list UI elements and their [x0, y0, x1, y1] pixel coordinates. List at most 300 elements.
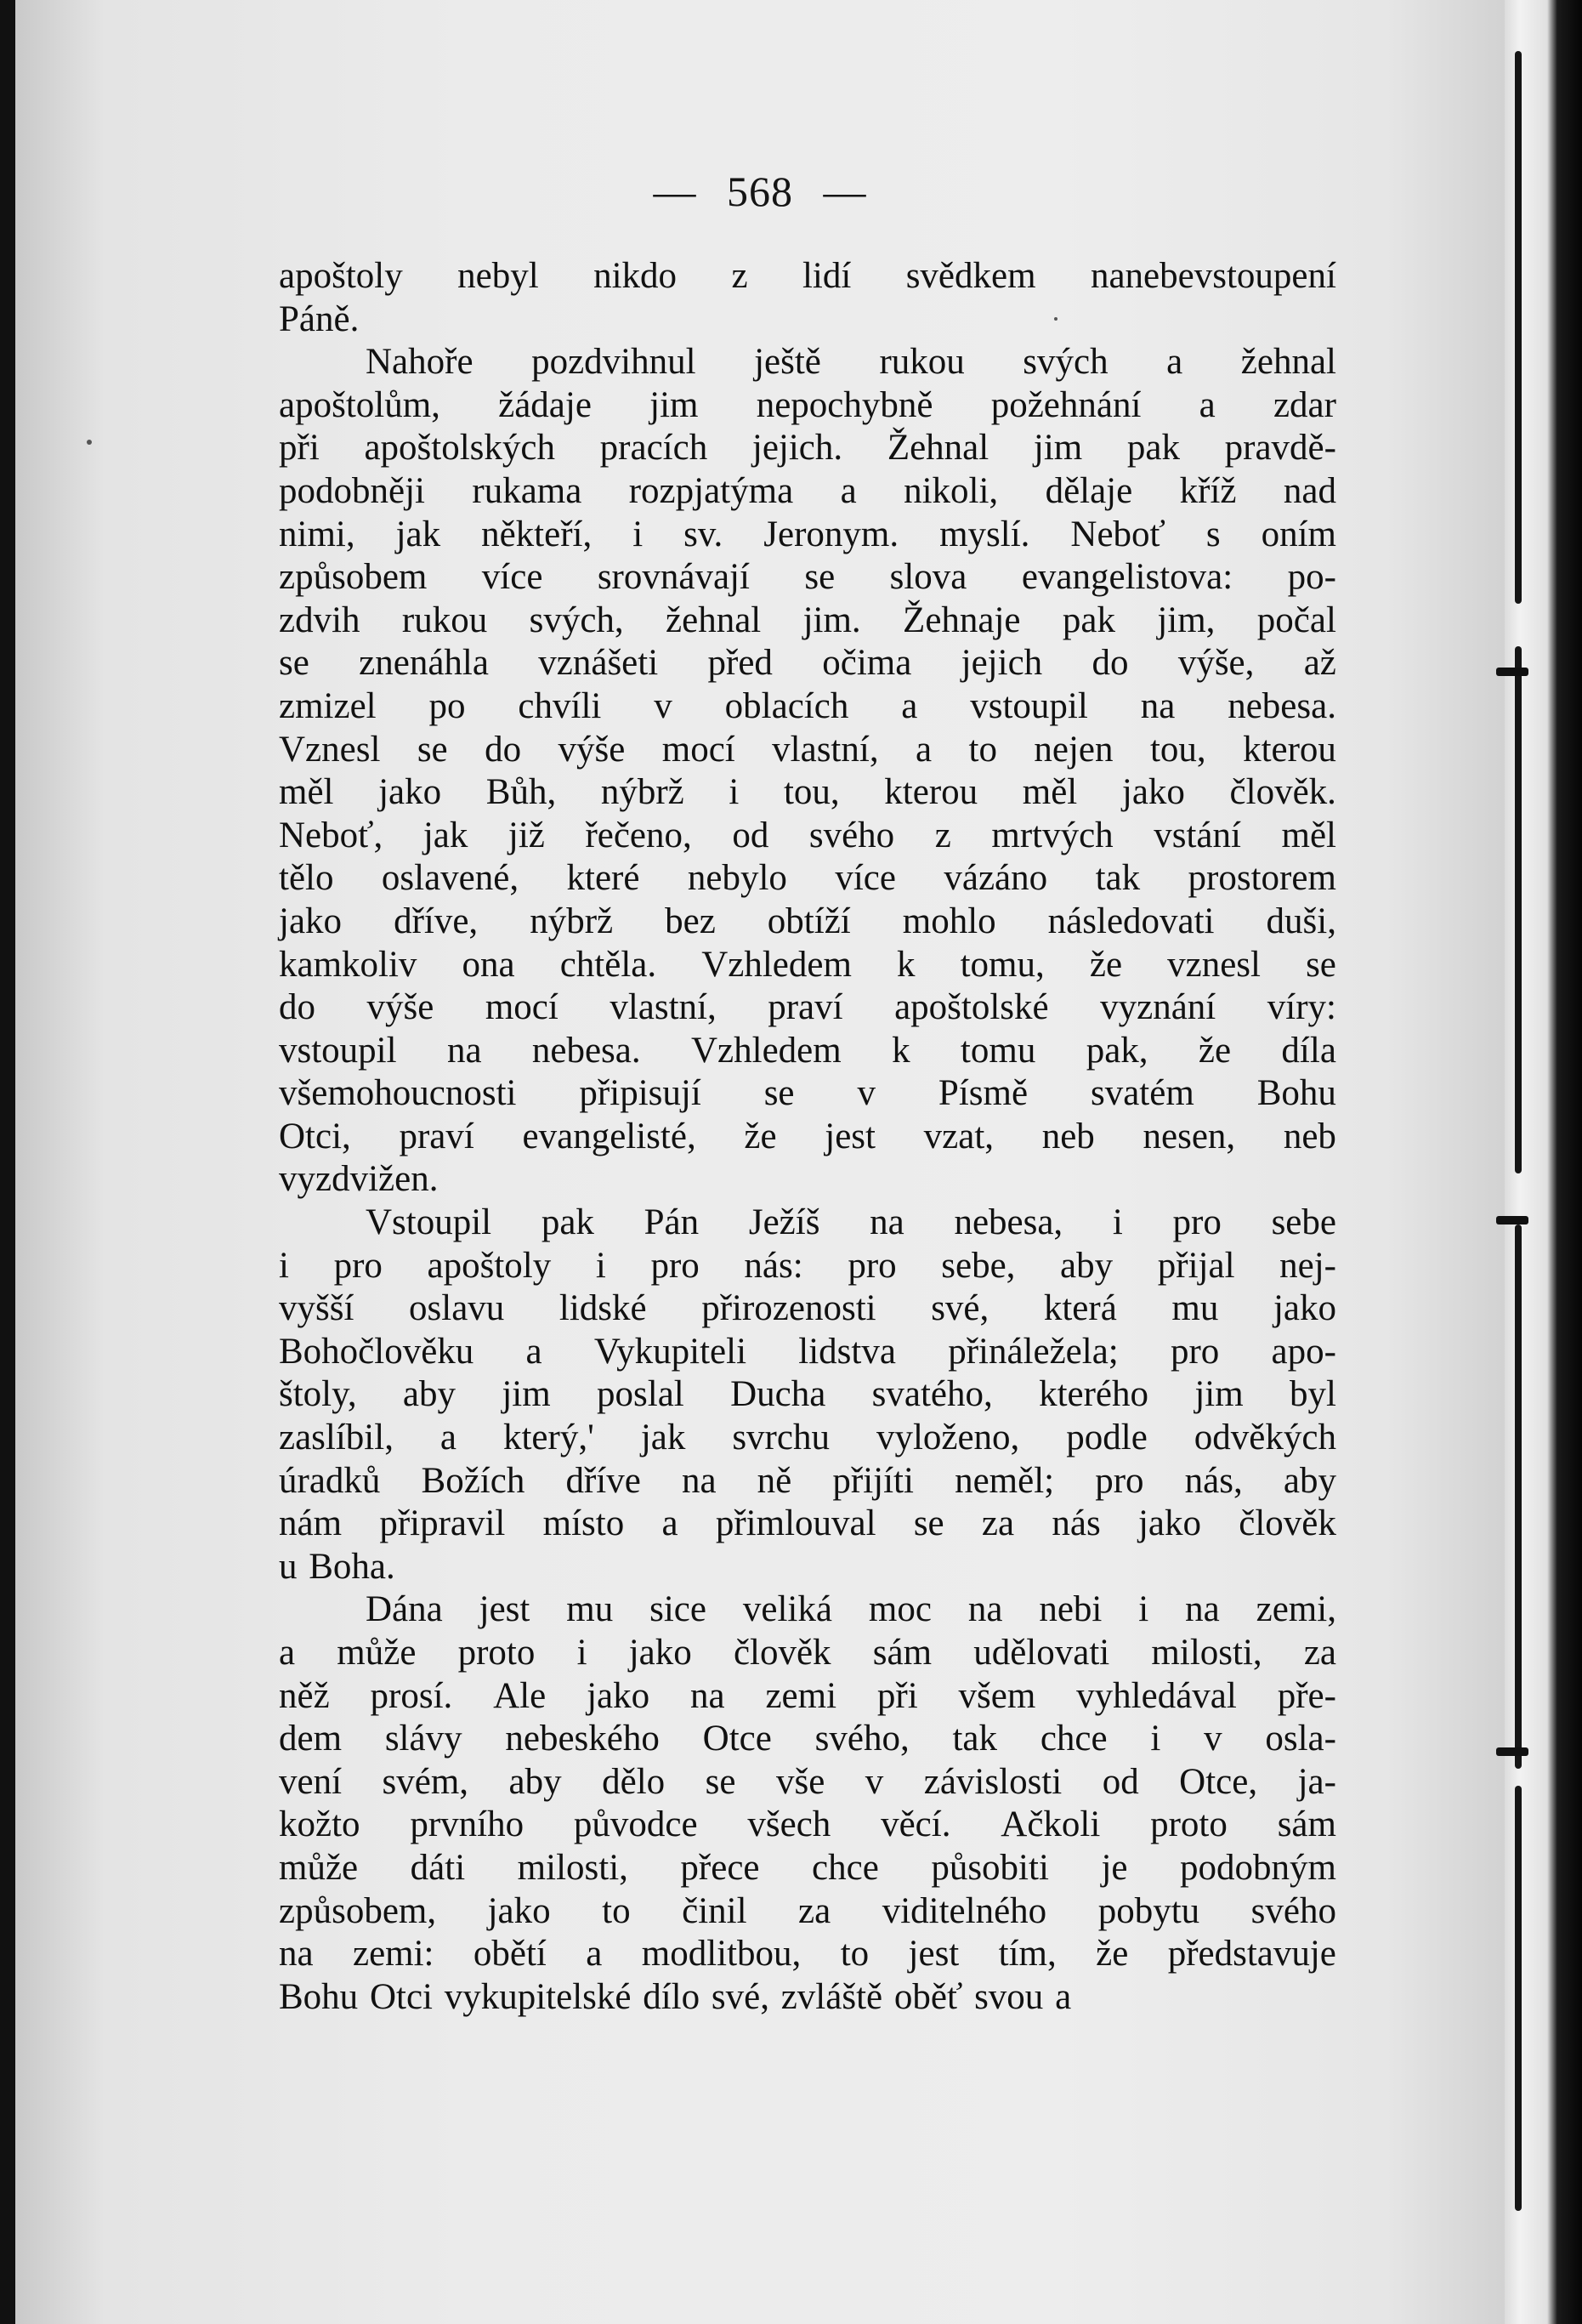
word: nebesa, — [954, 1202, 1063, 1243]
word: způsobem, — [279, 1890, 437, 1931]
word: svém, — [382, 1761, 469, 1802]
word: praví — [768, 987, 843, 1028]
word: lidí — [802, 256, 852, 296]
word: ještě — [754, 342, 821, 383]
binding-thread — [1515, 1225, 1522, 1769]
word: mrtvých — [991, 815, 1114, 855]
word: jim. — [802, 599, 861, 640]
word: Vzhledem — [691, 1030, 842, 1071]
word: chtěla. — [559, 944, 657, 985]
word: všemohoucnosti — [279, 1073, 517, 1114]
word: vznášeti — [538, 643, 659, 684]
word: Vzhledem — [701, 944, 852, 985]
word: ně — [757, 1460, 792, 1501]
word: jest — [825, 1116, 876, 1156]
word: vyšší — [279, 1288, 354, 1329]
word: jim — [649, 384, 699, 425]
word: svých — [1023, 342, 1109, 383]
word: a — [916, 729, 933, 770]
word: a — [1166, 342, 1183, 383]
text-line — [279, 255, 1336, 298]
word: tak — [1095, 858, 1141, 899]
word: jako — [587, 1675, 650, 1716]
word: jak — [422, 815, 468, 855]
word: mu — [1171, 1288, 1219, 1329]
word: i — [1112, 1202, 1123, 1243]
word: nesen, — [1143, 1116, 1236, 1156]
word: od — [732, 815, 769, 855]
word: apo- — [1271, 1331, 1336, 1372]
word: Jeronym. — [763, 514, 899, 554]
text-line — [279, 642, 1336, 685]
page-number: 568 — [727, 168, 793, 215]
text-line — [279, 857, 1336, 901]
word: tou, — [1149, 729, 1206, 770]
word: za — [798, 1890, 831, 1931]
word: znenáhla — [359, 643, 489, 684]
word: někteří, — [481, 514, 593, 554]
word: na — [967, 1589, 1003, 1630]
word: po- — [1287, 557, 1336, 598]
word: mocí — [485, 987, 559, 1028]
word: přijíti — [832, 1460, 914, 1501]
word: činil — [682, 1890, 747, 1931]
word: rozpjatýma — [628, 470, 794, 511]
binding-stitch — [1496, 1747, 1528, 1756]
word: podle — [1066, 1418, 1148, 1458]
word: něž — [279, 1675, 330, 1716]
word: Otci — [369, 1976, 433, 2017]
word: se — [1306, 944, 1336, 985]
word: apoštolské — [894, 987, 1049, 1028]
word: vznesl — [1167, 944, 1261, 985]
word: aby — [508, 1761, 562, 1802]
word: nás: — [744, 1245, 803, 1286]
word: tím, — [998, 1934, 1057, 1975]
word: nad — [1283, 470, 1336, 511]
word: připisují — [579, 1073, 701, 1114]
word: vlastní, — [610, 987, 717, 1028]
word: nebi — [1039, 1589, 1103, 1630]
scan-speck — [1054, 317, 1058, 321]
word: a — [901, 685, 918, 726]
word: dříve, — [394, 901, 479, 941]
word: a — [661, 1503, 678, 1544]
word: a — [525, 1331, 542, 1372]
word: jejich. — [751, 428, 843, 469]
word: nejen — [1034, 729, 1114, 770]
binding-thread — [1515, 51, 1522, 604]
word: to — [602, 1890, 631, 1931]
word: vyzdvižen. — [279, 1159, 439, 1200]
word: která — [1043, 1288, 1117, 1329]
word: Otce — [702, 1719, 772, 1759]
word: srovnávají — [597, 557, 750, 598]
word: v — [654, 685, 672, 726]
text-line — [279, 1804, 1336, 1847]
word: apoštoly — [427, 1245, 552, 1286]
word: přece — [680, 1847, 760, 1888]
word: i — [632, 514, 644, 554]
page-number-header — [15, 167, 1505, 216]
page-number-dash-left: — — [653, 168, 697, 215]
text-line — [279, 1030, 1336, 1073]
word: k — [892, 1030, 910, 1071]
word: z — [934, 815, 951, 855]
text-line — [279, 1245, 1336, 1288]
word: nebesa. — [531, 1030, 641, 1071]
word: mohlo — [902, 901, 996, 941]
word: oním — [1261, 514, 1336, 554]
word: podobněji — [279, 470, 425, 511]
word: kožto — [279, 1804, 360, 1845]
word: vzat, — [923, 1116, 995, 1156]
word: nám — [279, 1503, 343, 1544]
word: výše — [366, 987, 434, 1028]
word: zemi, — [1256, 1589, 1336, 1630]
word: se — [804, 557, 836, 598]
word: kříž — [1179, 470, 1237, 511]
text-line — [279, 685, 1336, 729]
scan-left-edge — [0, 0, 15, 2324]
text-line — [279, 556, 1336, 599]
word: s — [1205, 514, 1221, 554]
word: viditelného — [882, 1890, 1047, 1931]
word: odvěkých — [1194, 1418, 1336, 1458]
word: vlastní, — [772, 729, 879, 770]
text-line — [279, 1331, 1336, 1374]
word: podobným — [1180, 1847, 1336, 1888]
word: výše — [558, 729, 626, 770]
word: pře- — [1277, 1675, 1336, 1716]
word: veliká — [742, 1589, 832, 1630]
word: byl — [1290, 1374, 1336, 1415]
word: Bohu — [1256, 1073, 1336, 1114]
word: svého — [1250, 1890, 1336, 1931]
word: pak, — [1086, 1030, 1148, 1071]
word: jak — [640, 1418, 686, 1458]
word: na — [446, 1030, 482, 1071]
word: tou, — [783, 772, 840, 813]
word: měl — [1022, 772, 1078, 813]
word: i — [1138, 1589, 1149, 1630]
word: pravdě- — [1224, 428, 1336, 469]
word: více — [481, 557, 543, 598]
word: dílo — [643, 1976, 700, 2017]
word: mocí — [661, 729, 735, 770]
word: přirozenosti — [701, 1288, 876, 1329]
text-line — [279, 901, 1336, 944]
word: měl — [1281, 815, 1336, 855]
word: dělo — [602, 1761, 666, 1802]
word: nebyl — [457, 256, 539, 296]
text-line — [279, 1460, 1336, 1503]
word: jako — [487, 1890, 551, 1931]
word: evangelisté, — [522, 1116, 696, 1156]
word: svědkem — [905, 256, 1036, 296]
word: Ačkoli — [1001, 1804, 1101, 1845]
word: Žehnaje — [903, 599, 1021, 640]
word: oblacích — [724, 685, 849, 726]
word: pracích — [599, 428, 708, 469]
word: měl — [279, 772, 334, 813]
word: Neboť — [1070, 514, 1165, 554]
word: počal — [1256, 599, 1336, 640]
word: pro — [1172, 1202, 1222, 1243]
word: sám — [1277, 1804, 1336, 1845]
text-line — [279, 427, 1336, 470]
word: obtíží — [767, 901, 851, 941]
word: člověk. — [1229, 772, 1336, 813]
word: na — [279, 1934, 314, 1975]
text-line — [279, 1116, 1336, 1159]
word: místo — [542, 1503, 625, 1544]
word: a — [439, 1418, 457, 1458]
word: Ježíš — [748, 1202, 820, 1243]
word: že — [1089, 944, 1123, 985]
word: se — [705, 1761, 736, 1802]
word: vázáno — [944, 858, 1048, 899]
word: řečeno, — [585, 815, 692, 855]
text-line — [279, 815, 1336, 858]
word: pro — [333, 1245, 383, 1286]
word: že — [1096, 1934, 1129, 1975]
binding-stitch — [1496, 668, 1528, 676]
word: jako — [279, 901, 343, 941]
text-line — [279, 1976, 1336, 2020]
binding-thread — [1515, 1786, 1522, 2211]
word: moc — [868, 1589, 932, 1630]
word: jim — [502, 1374, 551, 1415]
word: oslavu — [409, 1288, 505, 1329]
word: jako — [1137, 1503, 1201, 1544]
word: pak — [541, 1202, 594, 1243]
word: dříve — [565, 1460, 641, 1501]
word: může — [337, 1633, 417, 1673]
word: lidské — [559, 1288, 647, 1329]
word: Nahoře — [366, 342, 473, 383]
word: po — [428, 685, 466, 726]
word: přináležela; — [948, 1331, 1119, 1372]
word: pro — [848, 1245, 897, 1286]
word: Božích — [421, 1460, 525, 1501]
word: dáti — [410, 1847, 466, 1888]
word: proto — [457, 1633, 536, 1673]
word: svého, — [814, 1719, 910, 1759]
word: na — [870, 1202, 904, 1243]
word: praví — [399, 1116, 474, 1156]
word: proto — [1150, 1804, 1228, 1845]
word: mu — [566, 1589, 614, 1630]
word: chce — [1040, 1719, 1108, 1759]
word: štoly, — [279, 1374, 357, 1415]
word: již — [507, 815, 545, 855]
word: lidstva — [798, 1331, 896, 1372]
word: vyhledával — [1076, 1675, 1237, 1716]
word: nikoli, — [904, 470, 999, 511]
text-line — [279, 1373, 1336, 1417]
word: se — [417, 729, 448, 770]
word: a — [586, 1934, 603, 1975]
word: své, — [931, 1288, 989, 1329]
word: nás, — [1184, 1460, 1243, 1501]
word: pak — [1126, 428, 1180, 469]
word: modlitbou, — [641, 1934, 802, 1975]
word: se — [913, 1503, 944, 1544]
text-line — [279, 1632, 1336, 1675]
word: milosti, — [517, 1847, 628, 1888]
word: milosti, — [1151, 1633, 1262, 1673]
word: prvního — [410, 1804, 524, 1845]
word: Bůh, — [485, 772, 557, 813]
word: a — [840, 470, 857, 511]
word: na — [1185, 1589, 1220, 1630]
word: za — [1303, 1633, 1336, 1673]
word: vstání — [1154, 815, 1241, 855]
word: Otci, — [279, 1116, 351, 1156]
word: bez — [665, 901, 716, 941]
word: svou — [974, 1976, 1044, 2017]
page-number-dash-right: — — [823, 168, 867, 215]
word: apoštolských — [364, 428, 555, 469]
word: neměl; — [955, 1460, 1055, 1501]
text-line — [279, 1072, 1336, 1116]
scan-speck — [87, 440, 92, 445]
word: žehnal — [1240, 342, 1336, 383]
word: Boha. — [309, 1546, 395, 1587]
binding-thread — [1515, 646, 1522, 1173]
word: kterého — [1039, 1374, 1148, 1415]
word: k — [897, 944, 916, 985]
word: zemi — [765, 1675, 837, 1716]
word: víry: — [1267, 987, 1336, 1028]
word: svrchu — [732, 1418, 830, 1458]
word: Bohu — [279, 1976, 359, 2017]
word: při — [876, 1675, 918, 1716]
word: které — [566, 858, 640, 899]
word: za — [981, 1503, 1015, 1544]
word: rukama — [472, 470, 582, 511]
word: nýbrž — [530, 901, 614, 941]
word: vení — [279, 1761, 343, 1802]
word: nebesa. — [1228, 685, 1336, 726]
word: nebeského — [505, 1719, 660, 1759]
word: nepochybně — [756, 384, 933, 425]
text-line — [279, 599, 1336, 643]
text-line — [279, 1847, 1336, 1890]
word: svatého, — [871, 1374, 993, 1415]
word: i — [576, 1633, 587, 1673]
word: pro — [650, 1245, 700, 1286]
word: tomu, — [960, 944, 1045, 985]
word: jim — [1194, 1374, 1244, 1415]
text-line — [279, 1761, 1336, 1804]
word: pobytu — [1097, 1890, 1200, 1931]
word: slávy — [384, 1719, 462, 1759]
word: apoštoly — [279, 256, 403, 296]
word: člověk — [1239, 1503, 1336, 1544]
word: že — [744, 1116, 777, 1156]
word: nýbrž — [600, 772, 684, 813]
word: pro — [1170, 1331, 1220, 1372]
word: představuje — [1167, 1934, 1336, 1975]
word: který,' — [502, 1418, 594, 1458]
word: nimi, — [279, 514, 355, 554]
word: jak — [395, 514, 441, 554]
text-line — [279, 1933, 1336, 1976]
word: se — [279, 643, 309, 684]
word: může — [279, 1847, 359, 1888]
text-line — [279, 944, 1336, 987]
word: u — [279, 1546, 298, 1587]
word: poslal — [597, 1374, 684, 1415]
word: prostorem — [1188, 858, 1336, 899]
word: na — [681, 1460, 717, 1501]
word: do — [279, 987, 315, 1028]
text-line — [279, 470, 1336, 514]
word: působiti — [931, 1847, 1049, 1888]
word: žádaje — [498, 384, 592, 425]
word: úradků — [279, 1460, 381, 1501]
word: a — [279, 1633, 296, 1673]
word: přimlouval — [715, 1503, 876, 1544]
word: v — [1204, 1719, 1222, 1759]
word: následovati — [1047, 901, 1215, 941]
word: Vykupiteli — [593, 1331, 747, 1372]
word: sv. — [683, 514, 723, 554]
word: při — [279, 428, 320, 469]
word: Bohočlověku — [279, 1331, 474, 1372]
word: Dána — [366, 1589, 443, 1630]
word: nás — [1052, 1503, 1101, 1544]
word: nej- — [1279, 1245, 1336, 1286]
binding-stitch — [1496, 1216, 1528, 1225]
word: své, — [711, 1976, 769, 2017]
text-line — [279, 1675, 1336, 1719]
word: zaslíbil, — [279, 1418, 394, 1458]
word: chce — [812, 1847, 879, 1888]
word: výše, — [1177, 643, 1255, 684]
word: a — [1199, 384, 1216, 425]
word: na — [690, 1675, 725, 1716]
word: Žehnal — [887, 428, 989, 469]
text-line — [279, 1546, 1336, 1589]
word: aby — [402, 1374, 456, 1415]
word: a — [1055, 1976, 1072, 2017]
word: do — [485, 729, 522, 770]
word: člověk — [733, 1633, 831, 1673]
word: nanebevstoupení — [1090, 256, 1336, 296]
word: chvíli — [518, 685, 602, 726]
word: tak — [952, 1719, 998, 1759]
word: z — [731, 256, 748, 296]
word: Ale — [493, 1675, 547, 1716]
word: aby — [1283, 1460, 1336, 1501]
word: jest — [479, 1589, 530, 1630]
word: rukou — [879, 342, 965, 383]
text-line — [279, 1202, 1336, 1245]
word: i — [279, 1245, 289, 1286]
word: vykupitelské — [444, 1976, 632, 2017]
word: jako — [378, 772, 442, 813]
word: zmizel — [279, 685, 377, 726]
word: dělaje — [1045, 470, 1133, 511]
word: aby — [1060, 1245, 1114, 1286]
word: oběť — [893, 1976, 963, 2017]
word: závislosti — [923, 1761, 1063, 1802]
word: Páně. — [279, 298, 360, 339]
book-page — [15, 0, 1505, 2324]
